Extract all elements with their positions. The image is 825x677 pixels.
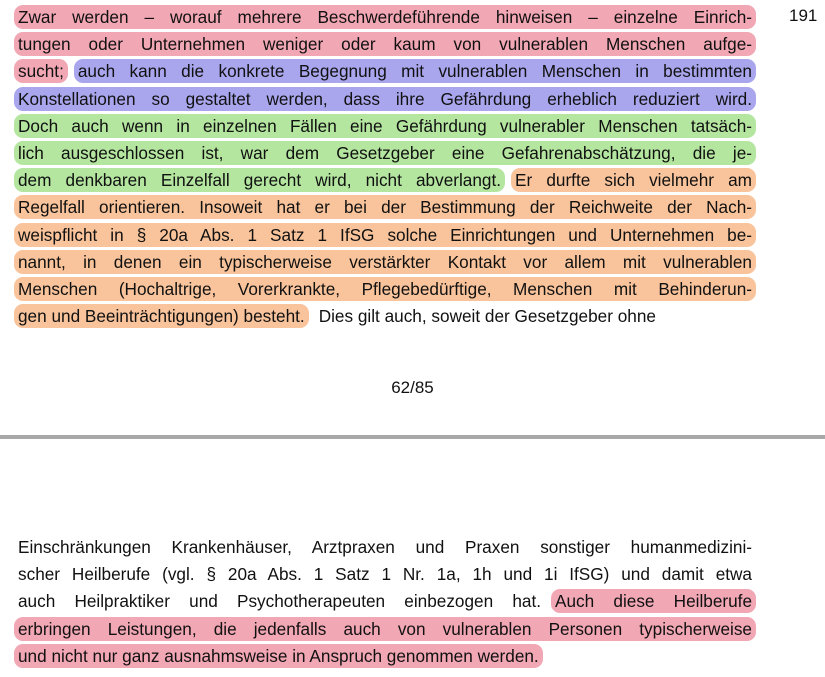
text-line (14, 562, 756, 588)
text-segment: Einschränkungen Krankenhäuser, Arztpraxen und Praxen sonstiger humanmedizini- (18, 537, 752, 557)
text-line (14, 644, 756, 670)
text-segment: Dies gilt auch, soweit der Gesetzgeber ohne (318, 306, 656, 327)
text-segment: scher Heilberufe (vgl. § 20a Abs. 1 Satz 1 Nr. 1a, 1h und 1i IfSG) und damit etwa (18, 564, 752, 585)
text-line (14, 250, 756, 276)
text-line (14, 114, 756, 140)
text-segment: nannt, in denen ein typischerweise verstärkter Kontakt vor allem mit vulnerablen (14, 250, 756, 274)
text-segment: weispflicht in § 20a Abs. 1 Satz 1 IfSG solche Einrichtungen und Unternehmen be- (14, 223, 756, 247)
text-line (14, 195, 756, 221)
text-segment: Konstellationen so gestaltet werden, dass ihre Gefährdung erheblich reduziert wird. (14, 87, 756, 111)
text-line (14, 59, 756, 85)
document-page-bottom (0, 442, 825, 677)
text-segment: Auch diese Heilberufe (551, 589, 756, 613)
text-line (14, 87, 756, 113)
text-segment: gen und Beeinträchtigungen) besteht. (14, 304, 309, 328)
text-line (14, 5, 756, 31)
text-segment: und nicht nur ganz ausnahmsweise in Anspruch genommen werden. (14, 644, 543, 668)
text-line (14, 168, 756, 194)
text-segment: dem denkbaren Einzelfall gerecht wird, nicht abverlangt. (14, 168, 505, 192)
text-line (14, 304, 756, 330)
text-segment: Er durfte sich vielmehr am (511, 168, 756, 192)
text-segment: Regelfall orientieren. Insoweit hat er bei der Bestimmung der Reichweite der Nach- (14, 195, 756, 219)
text-line (14, 617, 756, 643)
text-line (14, 535, 756, 561)
text-segment: sucht; (14, 59, 68, 83)
text-line (14, 589, 756, 615)
text-segment: auch kann die konkrete Begegnung mit vulnerablen Menschen in bestimmten (74, 59, 756, 83)
text-line (14, 141, 756, 167)
text-segment: Menschen (Hochaltrige, Vorerkrankte, Pflegebedürftige, Menschen mit Behinderun- (14, 277, 756, 301)
text-segment: tungen oder Unternehmen weniger oder kaum von vulnerablen Menschen aufge- (14, 32, 756, 56)
page-number: 62/85 (391, 378, 434, 397)
page-separator (0, 432, 825, 442)
text-line (14, 32, 756, 58)
text-line (14, 223, 756, 249)
margin-number: 191 (789, 6, 818, 25)
text-segment: erbringen Leistungen, die jedenfalls auch von vulnerablen Personen typischerweise (14, 617, 756, 641)
text-segment: Zwar werden – worauf mehrere Beschwerdeführende hinweisen – einzelne Einrich- (14, 5, 756, 29)
text-line (14, 277, 756, 303)
text-segment: Doch auch wenn in einzelnen Fällen eine Gefährdung vulnerabler Menschen tatsäch- (14, 114, 756, 138)
text-segment: auch Heilpraktiker und Psychotherapeuten einbezogen hat. (18, 591, 542, 612)
text-segment: lich ausgeschlossen ist, war dem Gesetzgeber eine Gefahrenabschätzung, die je- (14, 141, 756, 165)
